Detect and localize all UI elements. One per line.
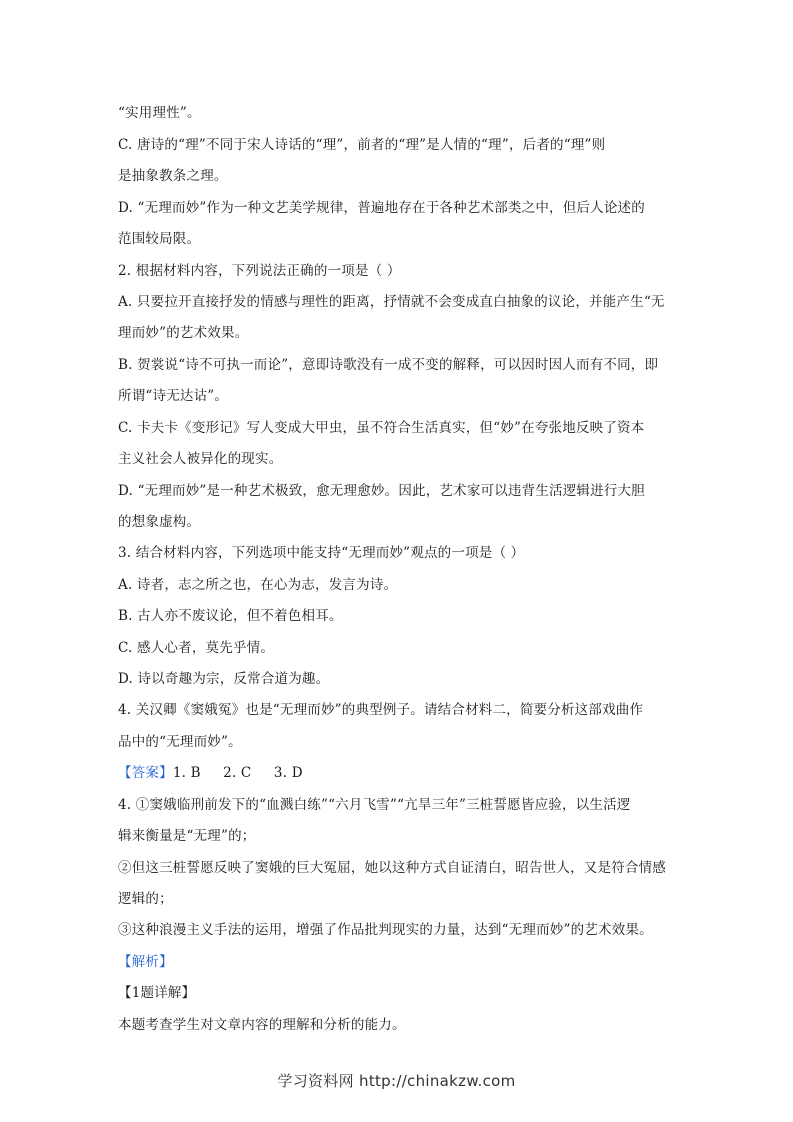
analysis-tag: 【解析】: [118, 954, 173, 970]
question-4: 4. 关汉卿《窦娥冤》也是“无理而妙”的典型例子。请结合材料二，简要分析这部戏曲作: [118, 702, 644, 718]
text-line: “实用理性”。: [118, 105, 201, 121]
answer-tag: 【答案】: [118, 765, 173, 781]
text-line: D. “无理而妙”作为一种文艺美学规律，普遍地存在于各种艺术部类之中，但后人论述的: [118, 200, 645, 216]
answer-line: [118, 764, 303, 782]
text-line: B. 贺裳说“诗不可执一而论”，意即诗歌没有一成不变的解释，可以因时因人而有不同，即: [118, 357, 659, 373]
text-line: ②但这三桩誓愿反映了窦娥的巨大冤屈，她以这种方式自证清白，昭告世人，又是符合情感: [118, 860, 666, 876]
detail-heading: 【1题详解】: [118, 985, 196, 1001]
text-line: A. 诗者，志之所之也，在心为志，发言为诗。: [118, 577, 398, 593]
text-line: 的想象虚构。: [118, 514, 201, 530]
text-line: 所谓“诗无达诂”。: [118, 388, 229, 404]
answer-text: 1. B 2. C 3. D: [172, 765, 303, 781]
text-line: 品中的“无理而妙”。: [118, 734, 242, 750]
text-line: 本题考查学生对文章内容的理解和分析的能力。: [118, 1017, 406, 1033]
footer-watermark: 学习资料网 http://chinakzw.com: [277, 1072, 516, 1090]
text-line: A. 只要拉开直接抒发的情感与理性的距离，抒情就不会变成直白抽象的议论，并能产生“无: [118, 294, 665, 310]
text-line: 4. ①窦娥临刑前发下的“血溅白练”“六月飞雪”“亢旱三年”三桩誓愿皆应验，以生活逻: [118, 797, 631, 813]
text-line: C. 卡夫卡《变形记》写人变成大甲虫，虽不符合生活真实，但“妙”在夸张地反映了资本: [118, 420, 645, 436]
text-line: C. 感人心者，莫先乎情。: [118, 640, 275, 656]
question-2: 2. 根据材料内容，下列说法正确的一项是（ ）: [118, 263, 401, 279]
text-line: 逻辑的；: [118, 891, 173, 907]
text-line: 范围较局限。: [118, 231, 201, 247]
text-line: D. 诗以奇趣为宗，反常合道为趣。: [118, 671, 330, 687]
question-3: 3. 结合材料内容，下列选项中能支持“无理而妙”观点的一项是（ ）: [118, 545, 525, 561]
text-line: 理而妙”的艺术效果。: [118, 325, 249, 341]
text-line: ③这种浪漫主义手法的运用，增强了作品批判现实的力量，达到“无理而妙”的艺术效果。: [118, 922, 653, 938]
text-line: 辑来衡量是“无理”的；: [118, 828, 256, 844]
text-line: 是抽象教条之理。: [118, 168, 228, 184]
text-line: B. 古人亦不废议论，但不着色相耳。: [118, 608, 343, 624]
text-line: D. “无理而妙”是一种艺术极致，愈无理愈妙。因此，艺术家可以违背生活逻辑进行大胆: [118, 483, 645, 499]
text-line: C. 唐诗的“理”不同于宋人诗话的“理”，前者的“理”是人情的“理”，后者的“理”则: [118, 137, 606, 153]
text-line: 主义社会人被异化的现实。: [118, 451, 283, 467]
